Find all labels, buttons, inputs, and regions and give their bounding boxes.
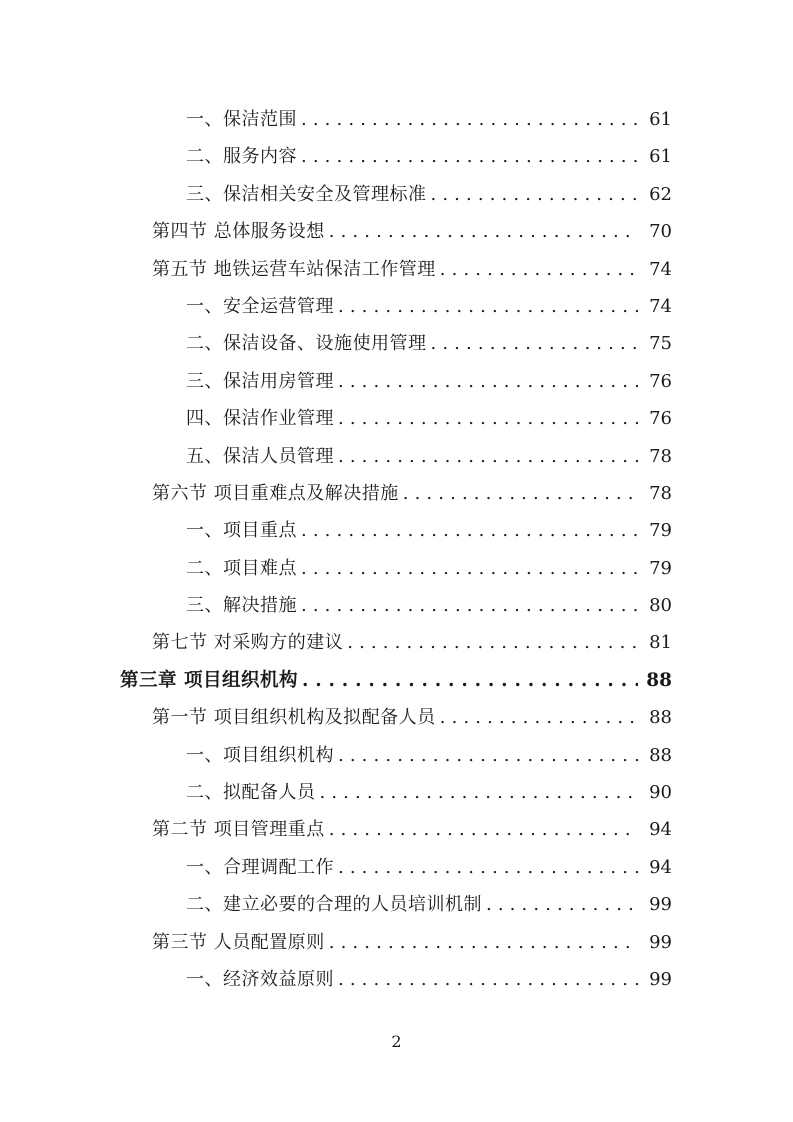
toc-dot-leader [320, 774, 639, 811]
toc-subsection-entry[interactable] [0, 176, 793, 213]
toc-section-entry[interactable] [0, 924, 793, 961]
toc-entry-page: 80 [649, 595, 672, 617]
toc-dot-leader [338, 438, 638, 475]
page-number: 2 [391, 1032, 402, 1051]
toc-section-entry[interactable] [0, 251, 793, 288]
toc-entry-label: 五、保洁人员管理 [186, 445, 334, 467]
toc-entry-page: 61 [649, 146, 672, 168]
toc-entry-page: 76 [649, 408, 672, 430]
toc-dot-leader [338, 737, 638, 774]
toc-dot-leader [301, 138, 638, 175]
toc-dot-leader [347, 624, 638, 661]
toc-subsection-entry[interactable] [0, 138, 793, 175]
toc-section-entry[interactable] [0, 213, 793, 250]
toc-subsection-entry[interactable] [0, 438, 793, 475]
toc-entry-label: 第二节 项目管理重点 [152, 819, 325, 841]
toc-subsection-entry[interactable] [0, 737, 793, 774]
toc-subsection-entry[interactable] [0, 325, 793, 362]
toc-subsection-entry[interactable] [0, 550, 793, 587]
toc-section-entry[interactable] [0, 811, 793, 848]
toc-entry-page: 99 [649, 968, 672, 990]
toc-dot-leader [440, 699, 638, 736]
toc-dot-leader [431, 325, 639, 362]
toc-dot-leader [338, 400, 638, 437]
toc-dot-leader [329, 811, 638, 848]
toc-entry-label: 二、拟配备人员 [186, 782, 316, 804]
toc-dot-leader [440, 251, 638, 288]
toc-entry-label: 一、安全运营管理 [186, 295, 334, 317]
table-of-contents [0, 101, 793, 998]
toc-entry-page: 61 [649, 109, 672, 130]
toc-entry-page: 75 [649, 333, 672, 355]
toc-subsection-entry[interactable] [0, 512, 793, 549]
toc-entry-label: 三、保洁用房管理 [186, 370, 334, 392]
toc-dot-leader [329, 924, 638, 961]
toc-subsection-entry[interactable] [0, 961, 793, 998]
toc-entry-page: 74 [649, 295, 672, 317]
toc-dot-leader [329, 213, 638, 250]
toc-entry-label: 二、建立必要的合理的人员培训机制 [186, 894, 482, 916]
toc-entry-label: 四、保洁作业管理 [186, 408, 334, 430]
toc-dot-leader [302, 662, 638, 699]
toc-entry-label: 一、合理调配工作 [186, 856, 334, 878]
toc-entry-page: 88 [649, 744, 672, 766]
toc-dot-leader [486, 886, 638, 923]
toc-entry-page: 99 [649, 931, 672, 953]
toc-entry-label: 二、项目难点 [186, 557, 297, 579]
toc-entry-label: 一、保洁范围 [186, 109, 297, 130]
toc-chapter-entry[interactable] [0, 662, 793, 699]
toc-subsection-entry[interactable] [0, 101, 793, 138]
toc-dot-leader [431, 176, 639, 213]
toc-subsection-entry[interactable] [0, 849, 793, 886]
toc-entry-label: 第四节 总体服务设想 [152, 221, 325, 243]
toc-subsection-entry[interactable] [0, 886, 793, 923]
toc-entry-label: 二、服务内容 [186, 146, 297, 168]
toc-entry-page: 70 [649, 221, 672, 243]
toc-dot-leader [338, 288, 638, 325]
toc-dot-leader [338, 363, 638, 400]
toc-entry-label: 第三章 项目组织机构 [120, 669, 298, 691]
toc-dot-leader [338, 849, 638, 886]
toc-entry-label: 一、项目组织机构 [186, 744, 334, 766]
toc-entry-label: 第六节 项目重难点及解决措施 [152, 482, 399, 504]
toc-entry-page: 94 [649, 819, 672, 841]
toc-entry-label: 三、解决措施 [186, 595, 297, 617]
toc-dot-leader [301, 101, 638, 138]
toc-section-entry[interactable] [0, 475, 793, 512]
toc-entry-label: 第五节 地铁运营车站保洁工作管理 [152, 258, 436, 280]
toc-entry-page: 81 [649, 632, 672, 654]
toc-entry-label: 三、保洁相关安全及管理标准 [186, 183, 427, 205]
toc-entry-page: 94 [649, 856, 672, 878]
toc-entry-page: 99 [649, 894, 672, 916]
toc-entry-label: 第三节 人员配置原则 [152, 931, 325, 953]
toc-entry-label: 第七节 对采购方的建议 [152, 632, 344, 654]
toc-entry-page: 88 [649, 707, 672, 729]
toc-entry-page: 78 [649, 445, 672, 467]
toc-entry-page: 74 [649, 258, 672, 280]
toc-subsection-entry[interactable] [0, 363, 793, 400]
toc-section-entry[interactable] [0, 699, 793, 736]
toc-subsection-entry[interactable] [0, 288, 793, 325]
toc-entry-label: 二、保洁设备、设施使用管理 [186, 333, 427, 355]
toc-dot-leader [301, 587, 638, 624]
toc-subsection-entry[interactable] [0, 400, 793, 437]
toc-section-entry[interactable] [0, 624, 793, 661]
toc-subsection-entry[interactable] [0, 774, 793, 811]
toc-entry-page: 88 [646, 669, 672, 691]
toc-entry-label: 一、经济效益原则 [186, 968, 334, 990]
toc-entry-label: 一、项目重点 [186, 520, 297, 542]
toc-entry-label: 第一节 项目组织机构及拟配备人员 [152, 707, 436, 729]
toc-entry-page: 78 [649, 482, 672, 504]
toc-subsection-entry[interactable] [0, 587, 793, 624]
toc-entry-page: 76 [649, 370, 672, 392]
toc-dot-leader [301, 550, 638, 587]
toc-dot-leader [301, 512, 638, 549]
toc-dot-leader [403, 475, 638, 512]
toc-entry-page: 62 [649, 183, 672, 205]
toc-entry-page: 90 [649, 782, 672, 804]
toc-dot-leader [338, 961, 638, 998]
toc-entry-page: 79 [649, 557, 672, 579]
toc-entry-page: 79 [649, 520, 672, 542]
